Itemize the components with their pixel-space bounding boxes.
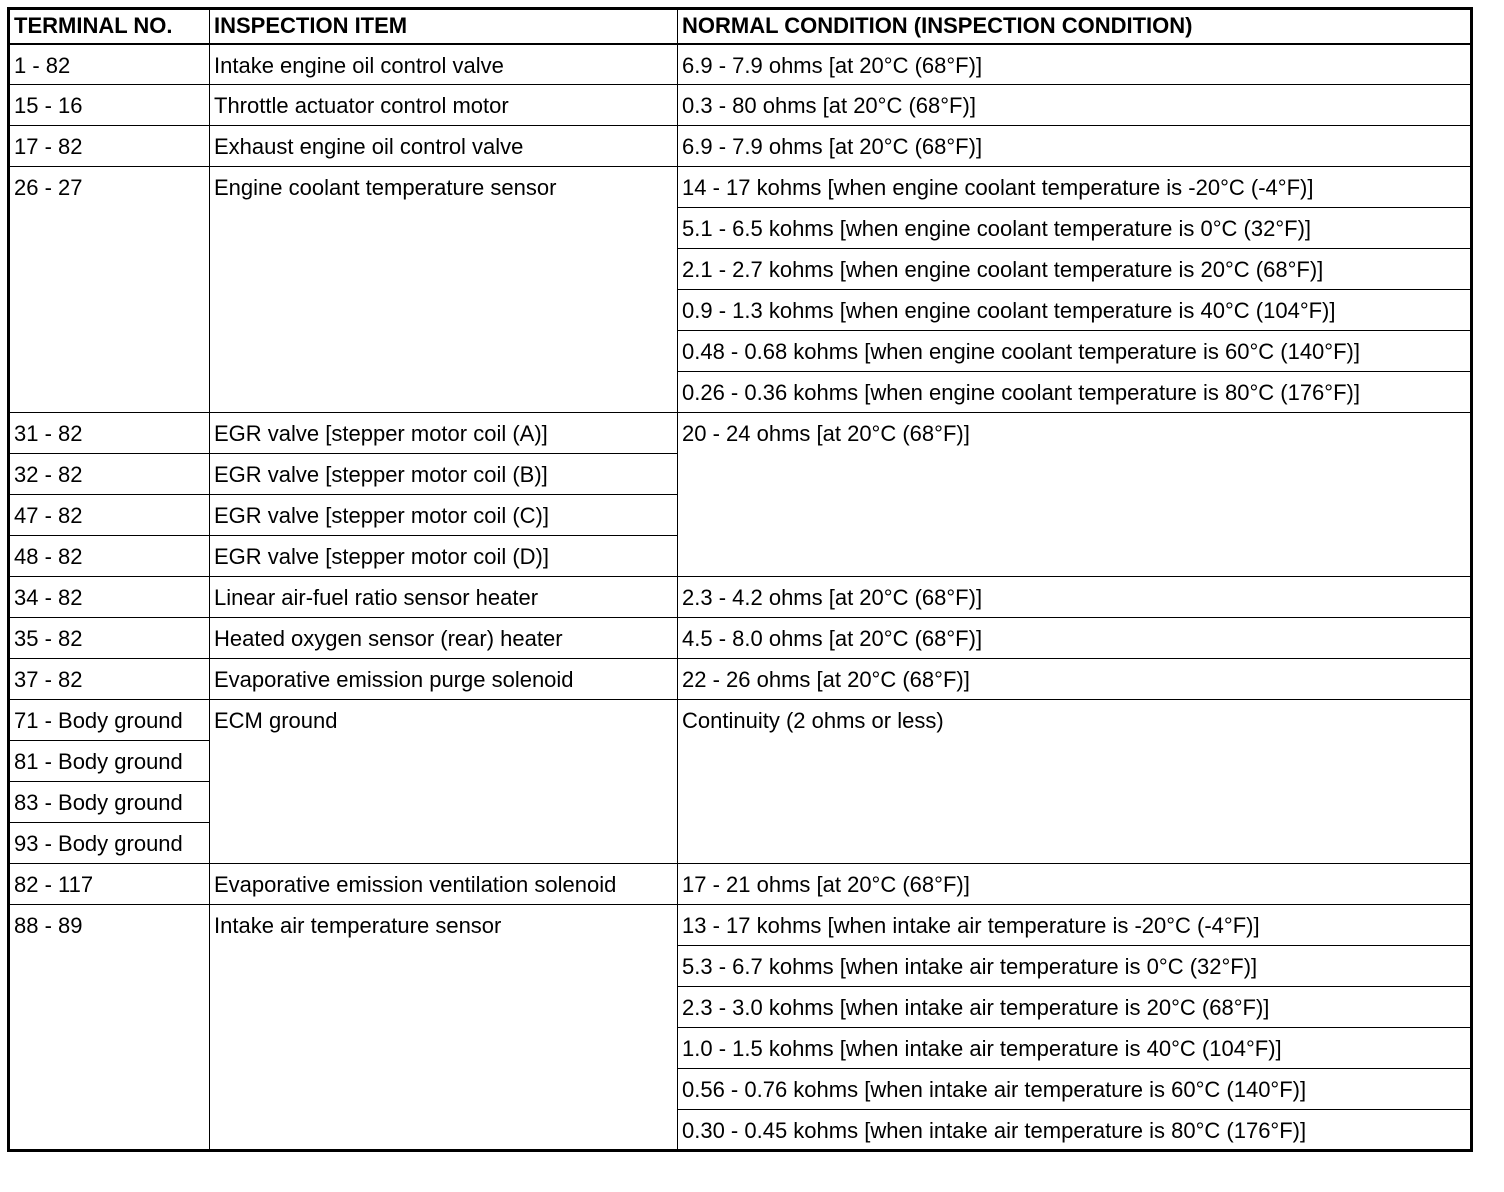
table-row [9,618,1472,659]
condition-cell: 0.56 - 0.76 kohms [when intake air temperature is 60°C (140°F)] [678,1069,1472,1110]
terminal-cell: 82 - 117 [9,864,210,905]
table-row [9,905,1472,946]
condition-cell: 0.3 - 80 ohms [at 20°C (68°F)] [678,85,1472,126]
table-row [9,659,1472,700]
condition-cell: 5.1 - 6.5 kohms [when engine coolant temperature is 0°C (32°F)] [678,208,1472,249]
condition-cell: 0.9 - 1.3 kohms [when engine coolant temperature is 40°C (104°F)] [678,290,1472,331]
condition-cell: 0.30 - 0.45 kohms [when intake air temperature is 80°C (176°F)] [678,1110,1472,1151]
terminal-cell: 17 - 82 [9,126,210,167]
condition-cell: 0.48 - 0.68 kohms [when engine coolant temperature is 60°C (140°F)] [678,331,1472,372]
condition-cell: 2.1 - 2.7 kohms [when engine coolant temperature is 20°C (68°F)] [678,249,1472,290]
table-row [9,864,1472,905]
inspection-item-cell: Intake engine oil control valve [210,44,678,85]
table-row [9,44,1472,85]
header-inspection-item: INSPECTION ITEM [210,9,678,44]
table-row [9,700,1472,741]
inspection-item-cell: Engine coolant temperature sensor [210,167,678,413]
terminal-cell: 34 - 82 [9,577,210,618]
inspection-item-cell: Throttle actuator control motor [210,85,678,126]
terminal-cell: 35 - 82 [9,618,210,659]
inspection-table [7,7,1473,1152]
terminal-cell: 47 - 82 [9,495,210,536]
inspection-item-cell: ECM ground [210,700,678,864]
inspection-item-cell: EGR valve [stepper motor coil (C)] [210,495,678,536]
inspection-item-cell: Intake air temperature sensor [210,905,678,1151]
condition-cell: 17 - 21 ohms [at 20°C (68°F)] [678,864,1472,905]
header-normal-condition: NORMAL CONDITION (INSPECTION CONDITION) [678,9,1472,44]
condition-cell: 0.26 - 0.36 kohms [when engine coolant temperature is 80°C (176°F)] [678,372,1472,413]
inspection-item-cell: EGR valve [stepper motor coil (B)] [210,454,678,495]
inspection-item-cell: Heated oxygen sensor (rear) heater [210,618,678,659]
inspection-item-cell: Linear air-fuel ratio sensor heater [210,577,678,618]
condition-cell: 2.3 - 4.2 ohms [at 20°C (68°F)] [678,577,1472,618]
terminal-cell: 32 - 82 [9,454,210,495]
table-row [9,577,1472,618]
terminal-cell: 15 - 16 [9,85,210,126]
condition-cell: Continuity (2 ohms or less) [678,700,1472,864]
condition-cell: 13 - 17 kohms [when intake air temperature is -20°C (-4°F)] [678,905,1472,946]
inspection-item-cell: EGR valve [stepper motor coil (D)] [210,536,678,577]
terminal-cell: 88 - 89 [9,905,210,1151]
condition-cell: 22 - 26 ohms [at 20°C (68°F)] [678,659,1472,700]
table-row [9,413,1472,454]
condition-cell: 5.3 - 6.7 kohms [when intake air temperature is 0°C (32°F)] [678,946,1472,987]
terminal-cell: 26 - 27 [9,167,210,413]
condition-cell: 2.3 - 3.0 kohms [when intake air temperature is 20°C (68°F)] [678,987,1472,1028]
condition-cell: 6.9 - 7.9 ohms [at 20°C (68°F)] [678,44,1472,85]
table-row [9,167,1472,208]
table-row [9,85,1472,126]
terminal-cell: 71 - Body ground [9,700,210,741]
header-row [9,9,1472,44]
terminal-cell: 83 - Body ground [9,782,210,823]
condition-cell: 6.9 - 7.9 ohms [at 20°C (68°F)] [678,126,1472,167]
condition-cell: 20 - 24 ohms [at 20°C (68°F)] [678,413,1472,577]
condition-cell: 4.5 - 8.0 ohms [at 20°C (68°F)] [678,618,1472,659]
terminal-cell: 1 - 82 [9,44,210,85]
inspection-item-cell: EGR valve [stepper motor coil (A)] [210,413,678,454]
inspection-item-cell: Evaporative emission ventilation solenoid [210,864,678,905]
terminal-cell: 48 - 82 [9,536,210,577]
terminal-cell: 81 - Body ground [9,741,210,782]
terminal-cell: 93 - Body ground [9,823,210,864]
terminal-cell: 31 - 82 [9,413,210,454]
condition-cell: 1.0 - 1.5 kohms [when intake air temperature is 40°C (104°F)] [678,1028,1472,1069]
terminal-cell: 37 - 82 [9,659,210,700]
condition-cell: 14 - 17 kohms [when engine coolant temperature is -20°C (-4°F)] [678,167,1472,208]
header-terminal: TERMINAL NO. [9,9,210,44]
table-row [9,126,1472,167]
inspection-item-cell: Exhaust engine oil control valve [210,126,678,167]
inspection-item-cell: Evaporative emission purge solenoid [210,659,678,700]
